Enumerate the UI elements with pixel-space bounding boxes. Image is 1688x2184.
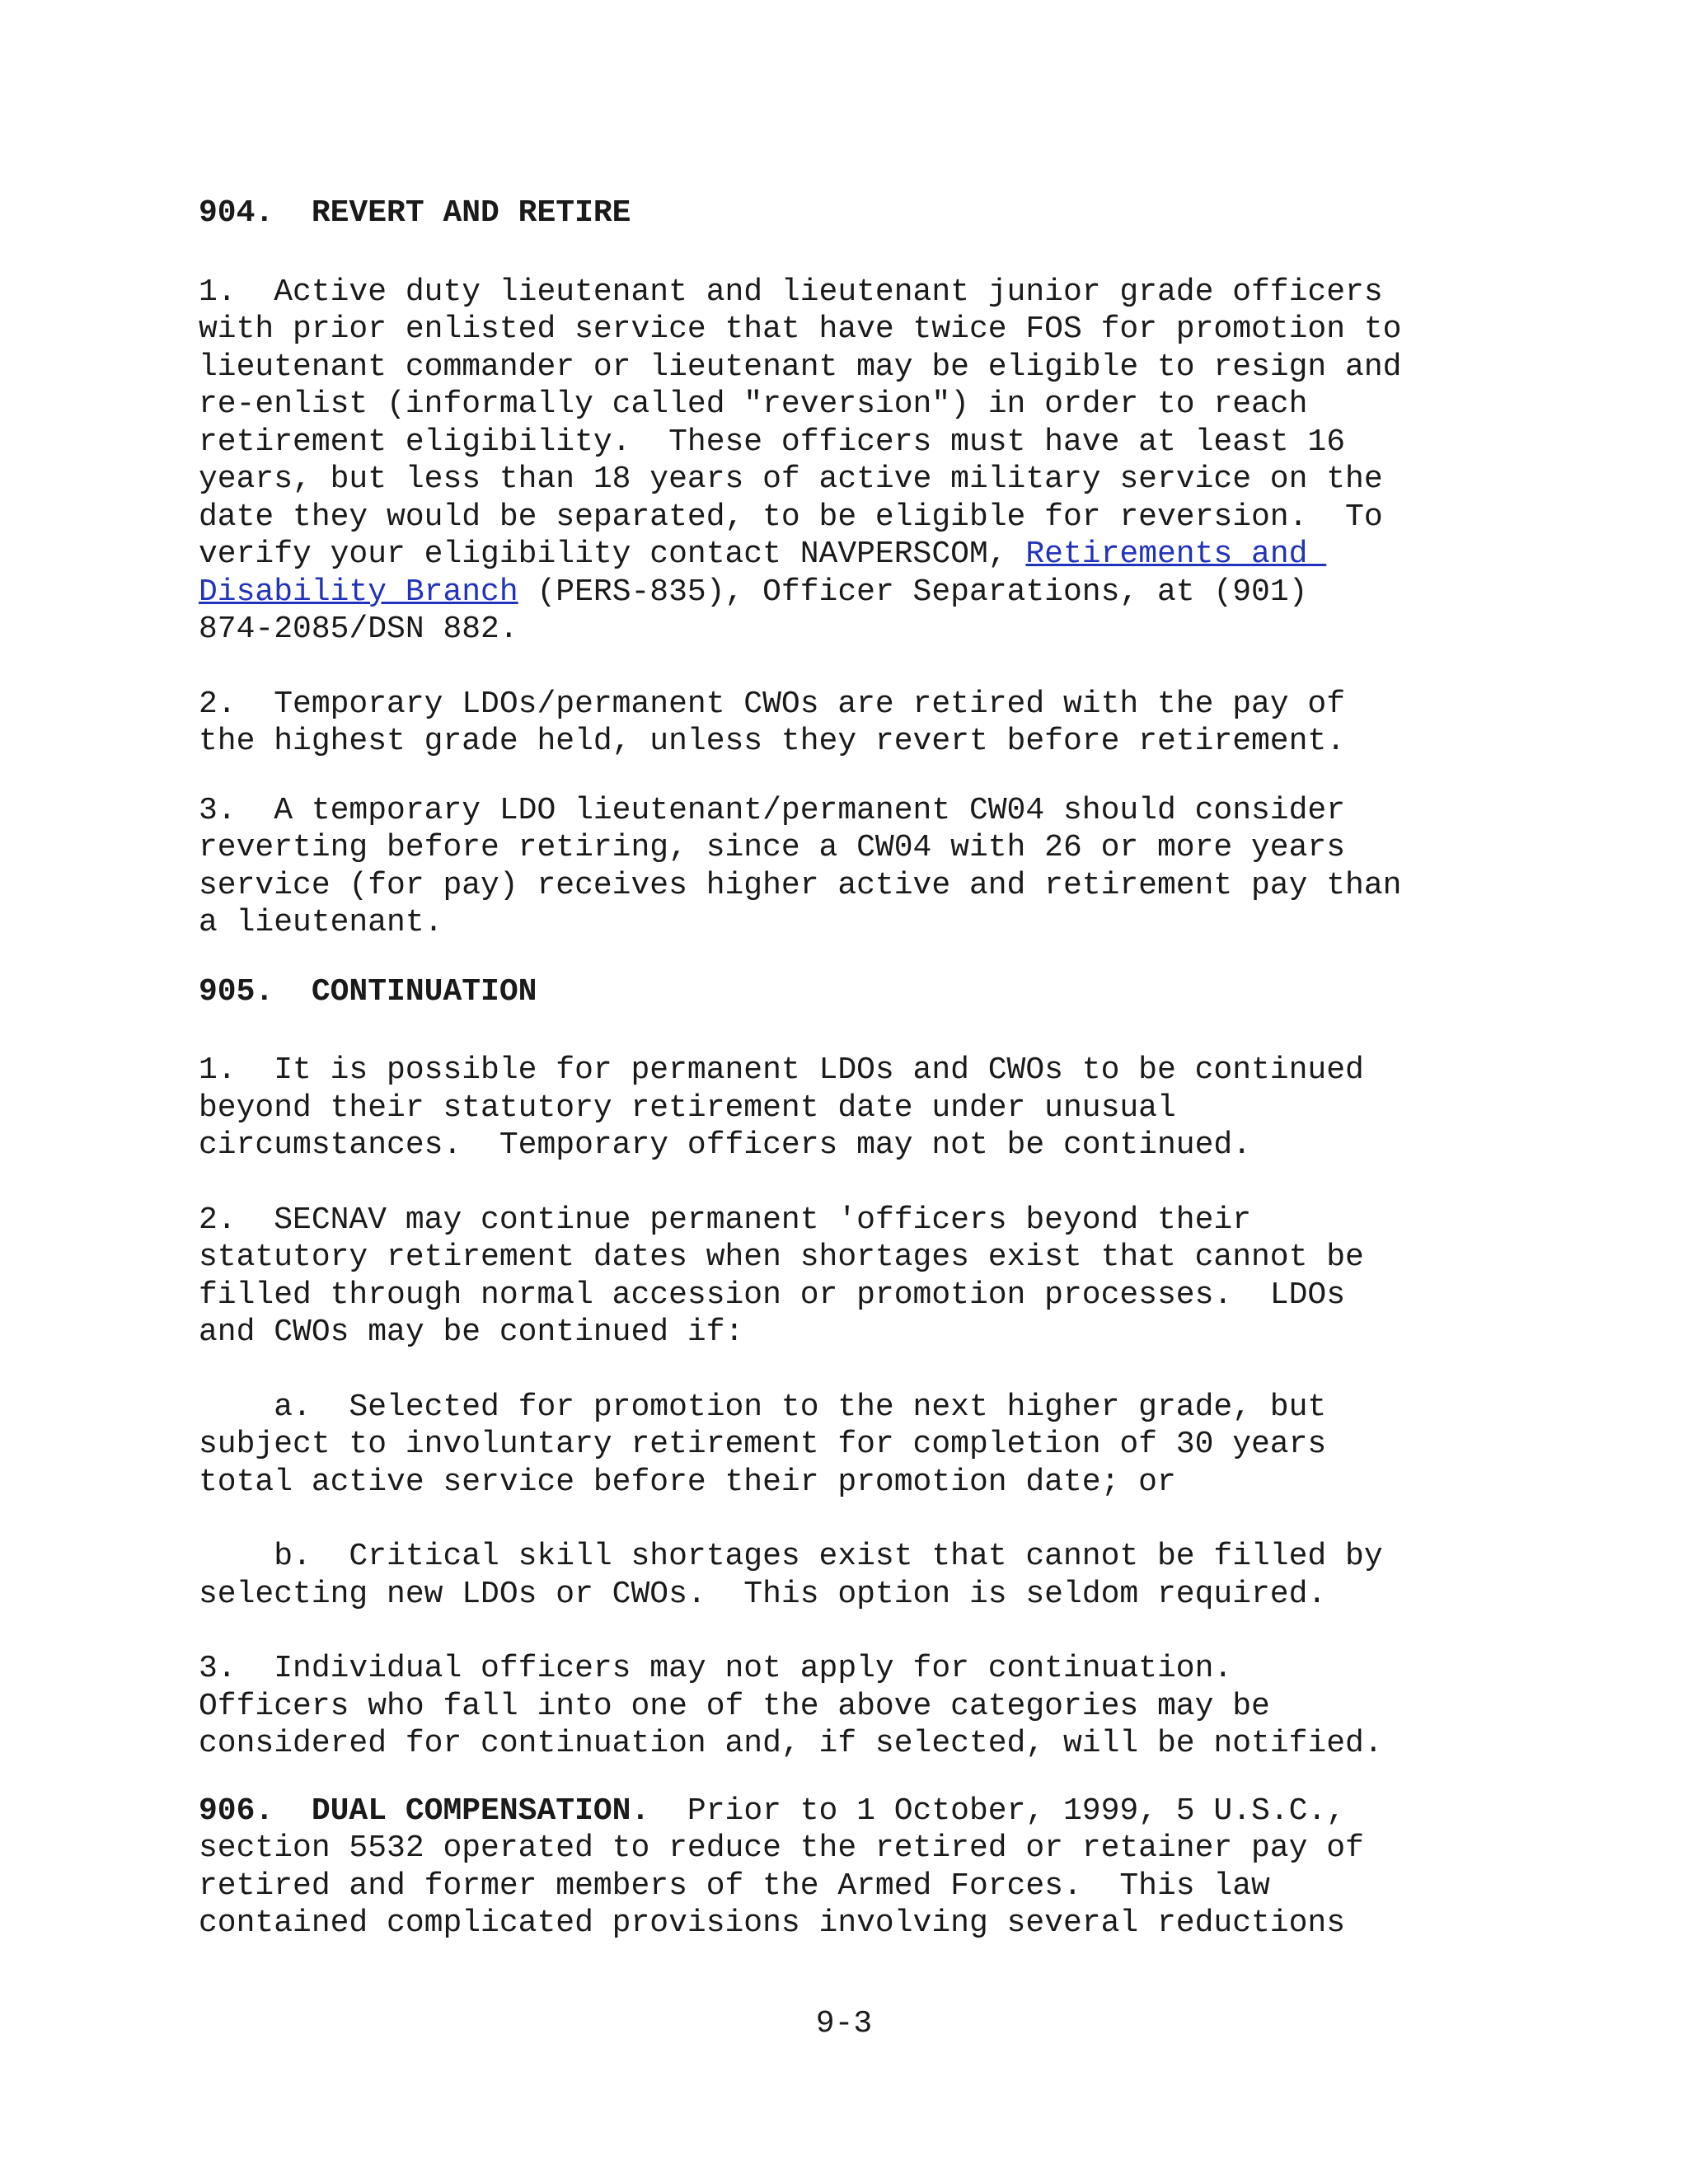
text-line: and CWOs may be continued if: (199, 1315, 744, 1350)
text-line: 2. Temporary LDOs/permanent CWOs are retired with the pay of (199, 686, 1346, 722)
section-905-subparagraph-b (199, 1538, 1550, 1613)
text-line: beyond their statutory retirement date under unusual (199, 1090, 1176, 1126)
document-page (199, 194, 1550, 1943)
section-905-paragraph-1 (199, 1052, 1550, 1165)
section-904-paragraph-3 (199, 792, 1550, 942)
text-line: 874-2085/DSN 882. (199, 612, 518, 647)
text-line: the highest grade held, unless they revert before retirement. (199, 724, 1346, 759)
section-905-heading: 905. CONTINUATION (199, 973, 537, 1010)
text-line: considered for continuation and, if selected, will be notified. (199, 1726, 1383, 1761)
text-line: statutory retirement dates when shortages exist that cannot be (199, 1240, 1364, 1275)
text-line (199, 574, 1550, 612)
section-904-paragraph-1 (199, 274, 1550, 649)
text-line: a lieutenant. (199, 905, 443, 940)
text-line: lieutenant commander or lieutenant may be eligible to resign and (199, 349, 1402, 385)
section-904-heading: 904. REVERT AND RETIRE (199, 195, 631, 231)
section-906-paragraph (199, 1793, 1550, 1943)
text-line: total active service before their promotion date; or (199, 1464, 1176, 1500)
text-line: with prior enlisted service that have twice FOS for promotion to (199, 312, 1402, 347)
text-line: subject to involuntary retirement for completion of 30 years (199, 1427, 1327, 1462)
page-number: 9-3 (815, 2006, 873, 2041)
text-line: retired and former members of the Armed Forces. This law (199, 1868, 1270, 1904)
text-line: 2. SECNAV may continue permanent 'officers beyond their (199, 1202, 1252, 1238)
text-line: retirement eligibility. These officers must have at least 16 (199, 424, 1346, 460)
text-line: a. Selected for promotion to the next higher grade, but (199, 1389, 1327, 1425)
text-line: 1. Active duty lieutenant and lieutenant junior grade officers (199, 274, 1383, 310)
text-segment: Prior to 1 October, 1999, 5 U.S.C., (649, 1793, 1346, 1829)
retirements-disability-branch-link[interactable]: Retirements and (1025, 537, 1327, 572)
text-line (199, 536, 1550, 574)
section-904-paragraph-2 (199, 686, 1550, 761)
section-905-paragraph-3 (199, 1650, 1550, 1763)
text-line: Officers who fall into one of the above categories may be (199, 1688, 1270, 1724)
text-segment: (PERS-835), Officer Separations, at (901) (518, 574, 1308, 610)
section-906-heading: 906. DUAL COMPENSATION. (199, 1793, 650, 1829)
text-line: 1. It is possible for permanent LDOs and CWOs to be continued (199, 1052, 1364, 1088)
text-line: re-enlist (informally called "reversion") in order to reach (199, 387, 1308, 422)
text-line: b. Critical skill shortages exist that cannot be filled by (199, 1539, 1383, 1574)
text-line: 3. Individual officers may not apply for continuation. (199, 1651, 1233, 1686)
section-905-paragraph-2 (199, 1202, 1550, 1352)
text-line: years, but less than 18 years of active military service on the (199, 462, 1383, 497)
retirements-disability-branch-link[interactable]: Disability Branch (199, 574, 518, 610)
text-line: 3. A temporary LDO lieutenant/permanent CW04 should consider (199, 792, 1346, 828)
text-line: service (for pay) receives higher active and retirement pay than (199, 867, 1402, 903)
text-line: circumstances. Temporary officers may not be continued. (199, 1127, 1252, 1163)
text-segment: verify your eligibility contact NAVPERSCOM, (199, 537, 1026, 572)
text-line: selecting new LDOs or CWOs. This option is seldom required. (199, 1576, 1327, 1612)
text-line: contained complicated provisions involving several reductions (199, 1905, 1346, 1941)
text-line: date they would be separated, to be eligible for reversion. To (199, 499, 1383, 535)
text-line (199, 1793, 1550, 1830)
text-line: section 5532 operated to reduce the retired or retainer pay of (199, 1830, 1364, 1866)
text-line: filled through normal accession or promotion processes. LDOs (199, 1277, 1346, 1313)
text-line: reverting before retiring, since a CW04 with 26 or more years (199, 830, 1346, 865)
section-905-subparagraph-a (199, 1389, 1550, 1502)
